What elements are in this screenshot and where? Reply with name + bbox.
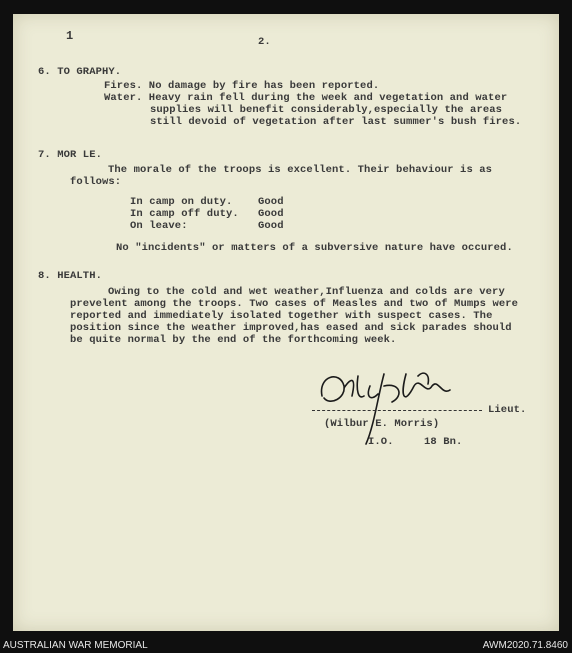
handwritten-signature bbox=[300, 356, 500, 446]
section-8-line-5: be quite normal by the end of the forthcoming week. bbox=[70, 334, 397, 346]
behaviour-value: Good bbox=[258, 196, 284, 208]
section-6-water-line-3: still devoid of vegetation after last summer's bush fires. bbox=[150, 116, 522, 128]
section-8-line-1: Owing to the cold and wet weather,Influenza and colds are very bbox=[108, 286, 505, 298]
behaviour-label: In camp off duty. bbox=[130, 208, 239, 220]
page-number: 2. bbox=[258, 36, 271, 48]
section-6-water-line-1: Water. Heavy rain fell during the week and vegetation and water bbox=[104, 92, 508, 104]
section-7-heading: 7. MOR LE. bbox=[38, 149, 103, 161]
signatory-unit: 18 Bn. bbox=[424, 436, 463, 448]
section-7-incidents: No "incidents" or matters of a subversive nature have occured. bbox=[116, 242, 513, 254]
signatory-rank: Lieut. bbox=[488, 404, 527, 416]
section-8-heading: 8. HEALTH. bbox=[38, 270, 103, 282]
section-8-line-4: position since the weather improved,has eased and sick parades should bbox=[70, 322, 512, 334]
behaviour-label: In camp on duty. bbox=[130, 196, 233, 208]
footer-institution: AUSTRALIAN WAR MEMORIAL bbox=[3, 640, 148, 651]
behaviour-value: Good bbox=[258, 220, 284, 232]
section-7-line-2: follows: bbox=[70, 176, 122, 188]
section-7-line-1: The morale of the troops is excellent. Their behaviour is as bbox=[108, 164, 493, 176]
section-6-heading: 6. TO GRAPHY. bbox=[38, 66, 122, 78]
section-6-water-line-2: supplies will benefit considerably,especially the areas bbox=[150, 104, 503, 116]
section-6-fires: Fires. No damage by fire has been reported. bbox=[104, 80, 380, 92]
footer-accession-id: AWM2020.71.8460 bbox=[482, 640, 568, 651]
corner-mark: 1 bbox=[66, 29, 74, 43]
signatory-role: I.O. bbox=[368, 436, 394, 448]
behaviour-value: Good bbox=[258, 208, 284, 220]
signature-line bbox=[312, 410, 482, 411]
section-8-line-3: reported and immediately isolated together with suspect cases. The bbox=[70, 310, 493, 322]
section-8-line-2: prevelent among the troops. Two cases of Measles and two of Mumps were bbox=[70, 298, 519, 310]
signatory-name: (Wilbur E. Morris) bbox=[324, 418, 440, 430]
behaviour-label: On leave: bbox=[130, 220, 188, 232]
